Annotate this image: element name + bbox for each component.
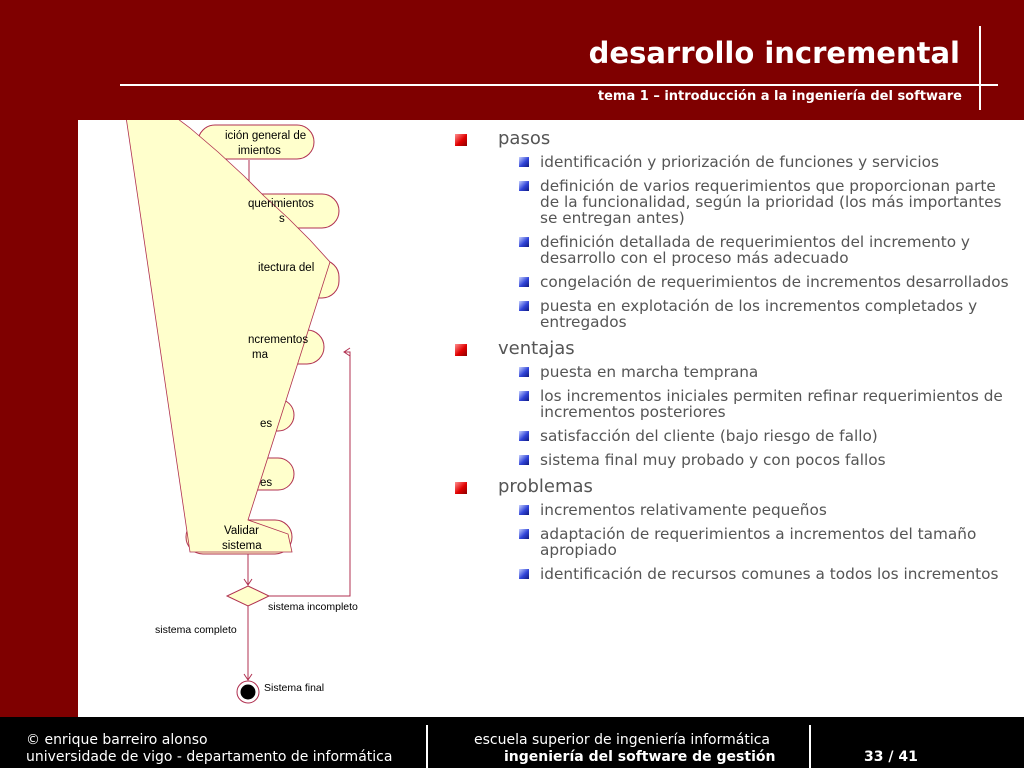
list-item: definición de varios requerimientos que proporcionan parte de la funcionalidad, según la prioridad (los más importantes se entregan antes) [540, 178, 1014, 226]
list-item: definición detallada de requerimientos del incremento y desarrollo con el proceso más adecuado [540, 234, 1014, 266]
red-bullet-icon [455, 134, 467, 146]
footer-credits [26, 732, 392, 766]
activity-label-3: itectura del [258, 262, 315, 274]
slide-footer [0, 717, 1024, 768]
activity-label-1a: ición general de [225, 130, 307, 142]
final-node-label: Sistema final [264, 682, 325, 694]
activity-label-2a: querimientos [248, 198, 314, 210]
footer-author: © enrique barreiro alonso [26, 732, 208, 748]
list-item: los incrementos iniciales permiten refinar requerimientos de incrementos posteriores [540, 388, 1014, 420]
section-heading: problemas [498, 476, 593, 497]
branch-label-complete: sistema completo [155, 624, 237, 636]
header-divider-horizontal [120, 84, 998, 86]
decision-node [227, 586, 269, 606]
blue-bullet-icon [519, 455, 529, 465]
page-number: 33 / 41 [864, 749, 918, 765]
section-pasos [454, 128, 1014, 330]
activity-label-6: es [260, 477, 273, 489]
final-node [237, 681, 259, 703]
blue-bullet-icon [519, 157, 529, 167]
section-problemas [454, 476, 1014, 582]
blue-bullet-icon [519, 277, 529, 287]
list-item: incrementos relativamente pequeños [540, 502, 1014, 518]
list-item: identificación de recursos comunes a todos los incrementos [540, 566, 1014, 582]
section-heading: pasos [498, 128, 551, 149]
slide-title: desarrollo incremental [588, 36, 960, 70]
footer-separator [426, 725, 428, 768]
blue-bullet-icon [519, 367, 529, 377]
list-item: sistema final muy probado y con pocos fallos [540, 452, 1014, 468]
left-maroon-band [0, 120, 78, 717]
activity-label-2b: s [279, 213, 285, 225]
footer-course-info [474, 732, 775, 766]
header-divider-vertical [979, 26, 981, 110]
blue-bullet-icon [519, 237, 529, 247]
list-item: adaptación de requerimientos a incrementos del tamaño apropiado [540, 526, 1014, 558]
activity-label-1b: imientos [238, 145, 281, 157]
activity-label-4b: ma [252, 349, 268, 361]
slide-content [454, 128, 1014, 590]
slide-header [0, 0, 1024, 120]
footer-separator [809, 725, 811, 768]
footer-university: universidade de vigo - departamento de informática [26, 749, 393, 765]
blue-bullet-icon [519, 431, 529, 441]
activity-label-7b: sistema [222, 540, 262, 552]
footer-school: escuela superior de ingeniería informática [474, 732, 770, 748]
slide-subtitle: tema 1 – introducción a la ingeniería del software [597, 89, 962, 104]
blue-bullet-icon [519, 505, 529, 515]
blue-bullet-icon [519, 181, 529, 191]
list-item: puesta en explotación de los incrementos completados y entregados [540, 298, 1014, 330]
blue-bullet-icon [519, 529, 529, 539]
branch-label-incomplete: sistema incompleto [268, 601, 358, 613]
activity-label-5: es [260, 418, 273, 430]
footer-course: ingeniería del software de gestión [504, 749, 776, 765]
activity-label-7a: Validar [224, 525, 259, 537]
red-bullet-icon [455, 482, 467, 494]
list-item: satisfacción del cliente (bajo riesgo de fallo) [540, 428, 1014, 444]
section-ventajas [454, 338, 1014, 468]
activity-diagram [78, 120, 450, 717]
section-heading: ventajas [498, 338, 575, 359]
list-item: congelación de requerimientos de incrementos desarrollados [540, 274, 1014, 290]
blue-bullet-icon [519, 569, 529, 579]
blue-bullet-icon [519, 301, 529, 311]
list-item: identificación y priorización de funciones y servicios [540, 154, 1014, 170]
blue-bullet-icon [519, 391, 529, 401]
activity-label-4a: ncrementos [248, 334, 309, 346]
red-bullet-icon [455, 344, 467, 356]
list-item: puesta en marcha temprana [540, 364, 1014, 380]
